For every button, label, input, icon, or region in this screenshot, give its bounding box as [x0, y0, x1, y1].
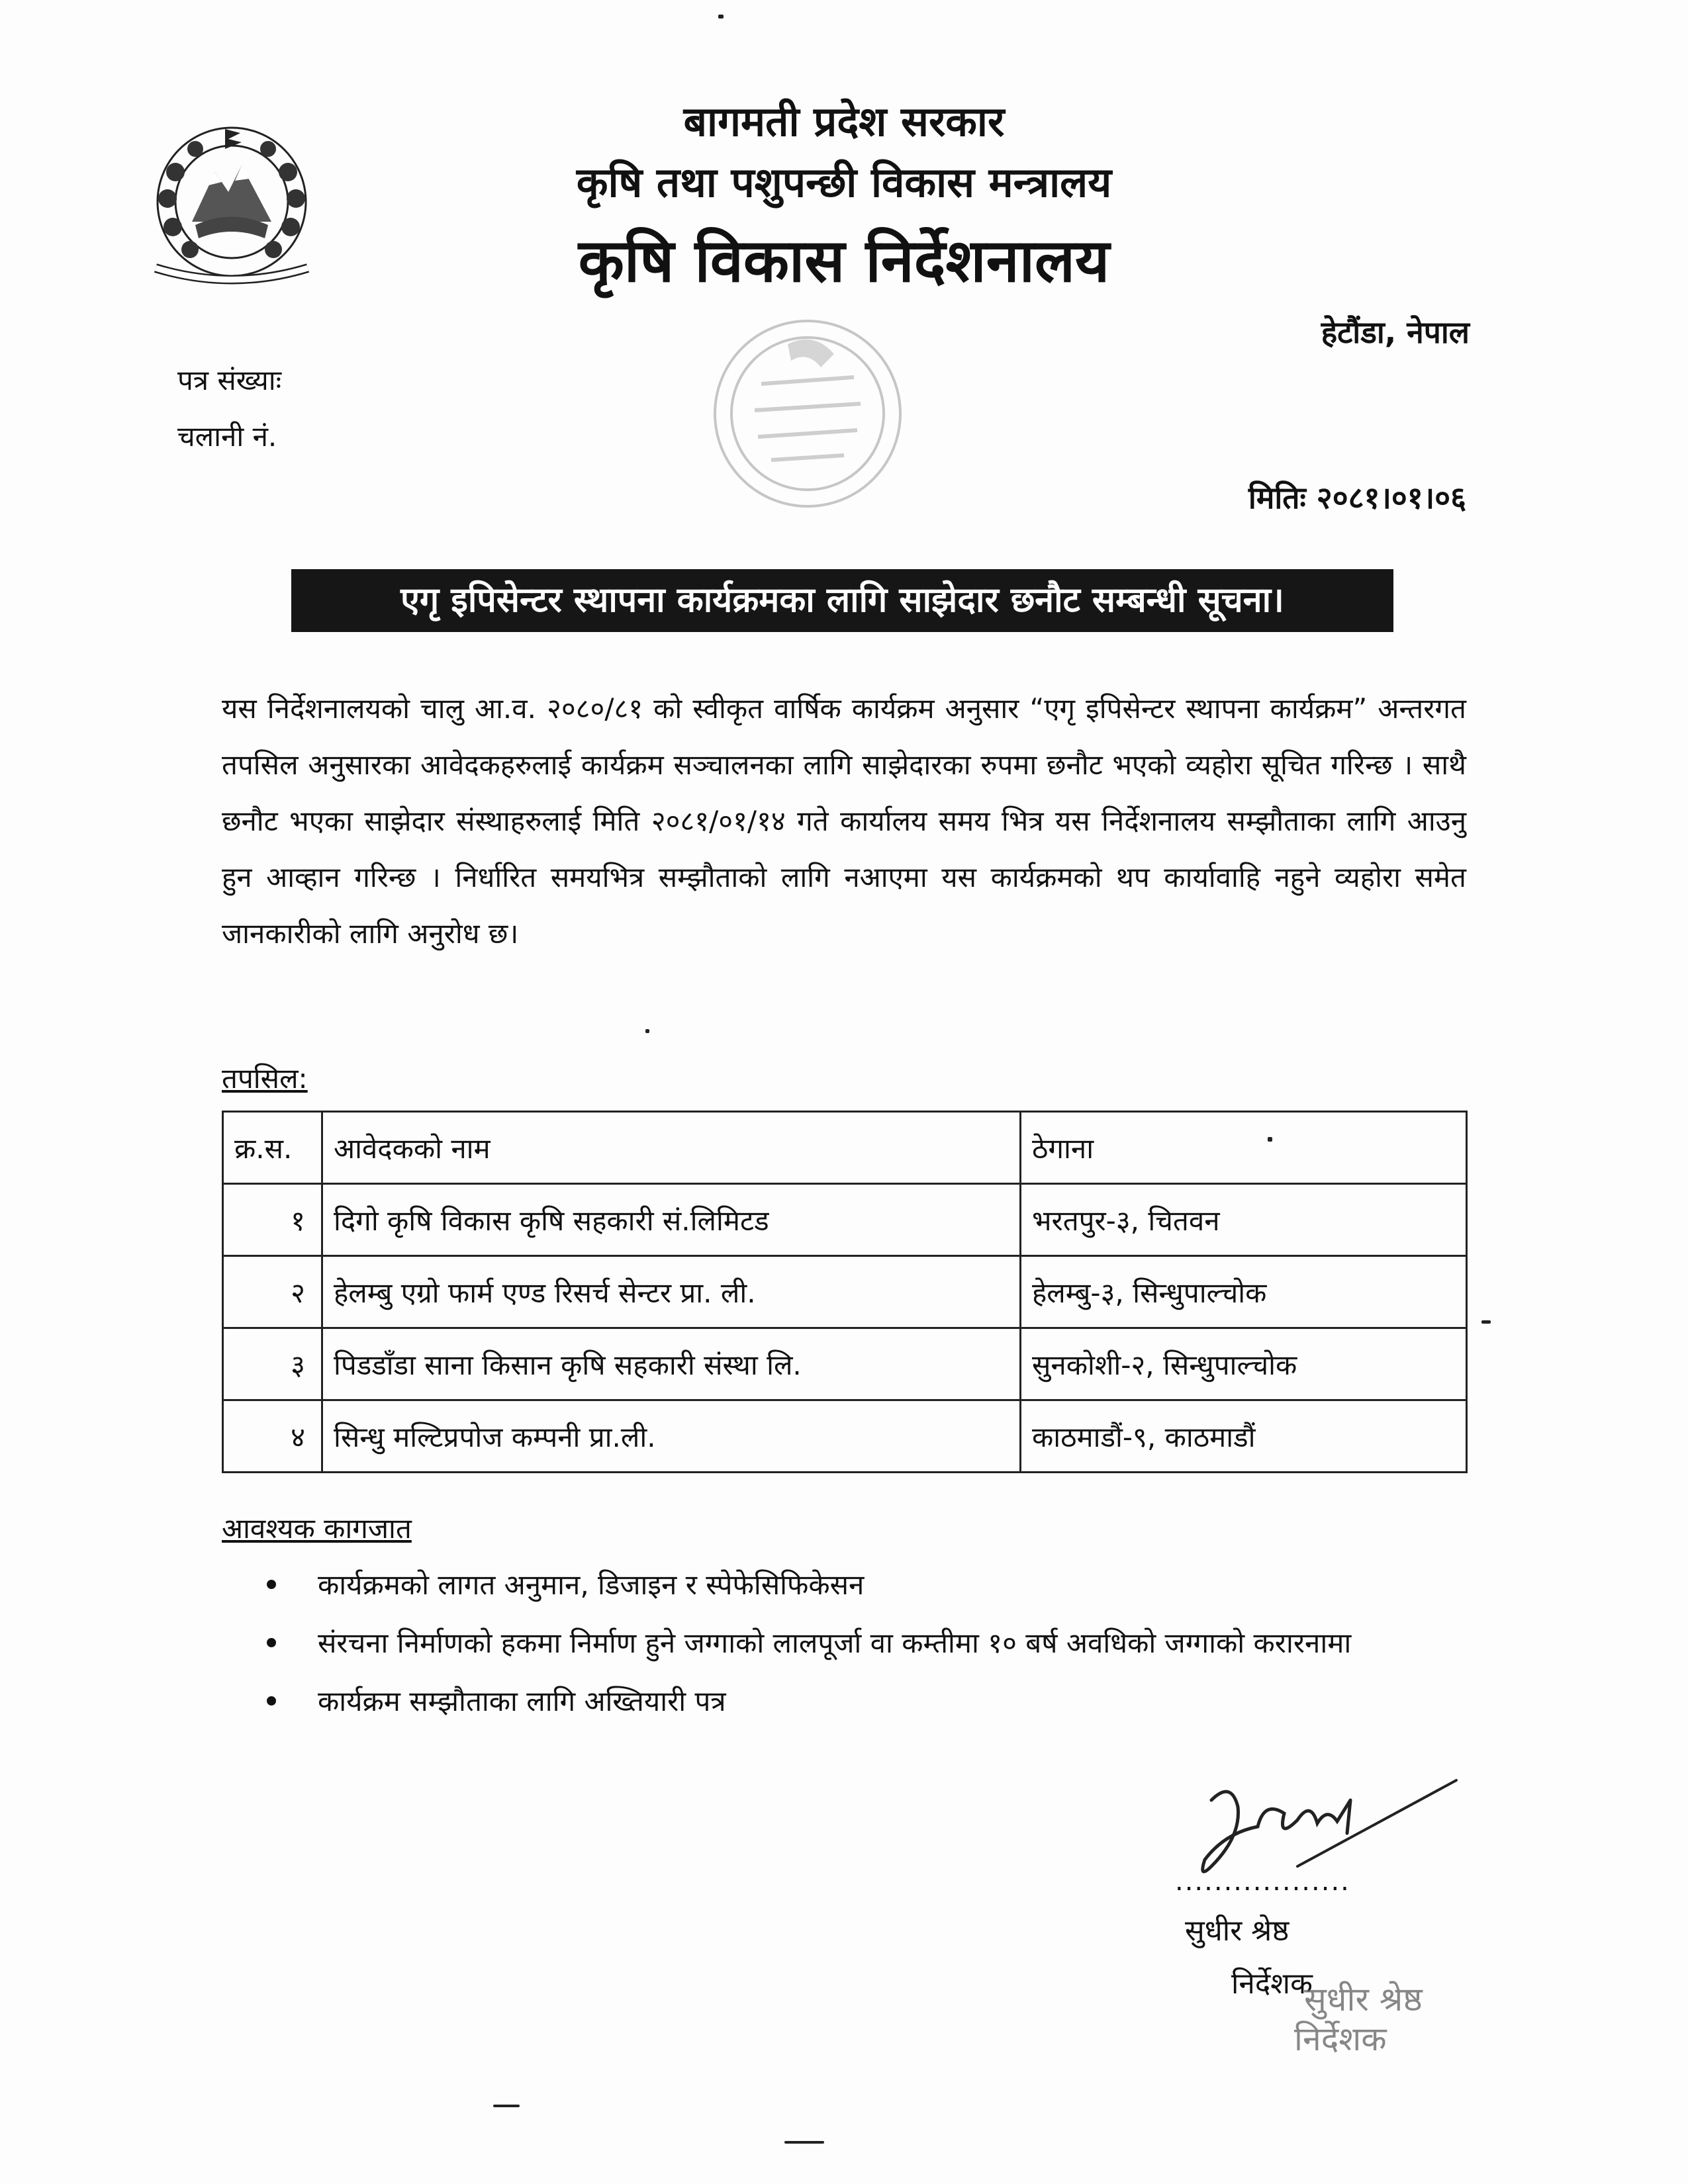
- column-header-address: ठेगाना: [1021, 1112, 1467, 1184]
- notice-body: यस निर्देशनालयको चालु आ.व. २०८०/८१ को स्वीकृत वार्षिक कार्यक्रम अनुसार “एगृ इपिसेन्टर स्थापना कार्यक्रम” अन्तरगत तपसिल अनुसारका आवेदकहरुलाई कार्यक्रम सञ्चालनका लागि साझेदारका रुपमा छनौट भएको व्यहोरा सूचित गरिन्छ । साथै छनौट भएका साझेदार संस्थाहरुलाई मिति २०८१/०१/१४ गते कार्यालय समय भित्र यस निर्देशनालय सम्झौताका लागि आउनु हुन आव्हान गरिन्छ । निर्धारित समयभित्र सम्झौताको लागि नआएमा यस कार्यक्रमको थप कार्यावाहि नहुने व्यहोरा समेत जानकारीको लागि अनुरोध छ।: [222, 692, 1466, 950]
- row-applicant-name: पिडडाँडा साना किसान कृषि सहकारी संस्था लि.: [322, 1328, 1021, 1400]
- required-documents-label: आवश्यक कागजात: [222, 1512, 412, 1545]
- row-serial: १: [223, 1184, 322, 1256]
- subject-banner: एगृ इपिसेन्टर स्थापना कार्यक्रमका लागि साझेदार छनौट सम्बन्धी सूचना।: [291, 569, 1393, 632]
- row-address: काठमाडौं-९, काठमाडौं: [1021, 1400, 1467, 1473]
- table-row: [223, 1184, 1467, 1256]
- ministry-heading: कृषि तथा पशुपन्छी विकास मन्त्रालय: [576, 158, 1112, 206]
- scan-speck: [493, 2105, 520, 2107]
- row-applicant-name: हेलम्बु एग्रो फार्म एण्ड रिसर्च सेन्टर प्रा. ली.: [322, 1256, 1021, 1328]
- row-address: सुनकोशी-२, सिन्धुपाल्चोक: [1021, 1328, 1467, 1400]
- column-header-applicant: आवेदकको नाम: [322, 1112, 1021, 1184]
- list-item: [255, 1675, 1466, 1728]
- required-documents-list: [255, 1559, 1466, 1733]
- row-applicant-name: सिन्धु मल्टिप्रपोज कम्पनी प्रा.ली.: [322, 1400, 1021, 1473]
- table-row: [223, 1256, 1467, 1328]
- row-serial: ३: [223, 1328, 322, 1400]
- title-stamp: निर्देशक: [1294, 2020, 1387, 2058]
- list-item: [255, 1559, 1466, 1612]
- bullet-icon: [267, 1696, 276, 1706]
- signatory-title: निर्देशक: [1231, 1967, 1313, 2001]
- office-location: हेटौंडा, नेपाल: [1321, 314, 1470, 350]
- row-applicant-name: दिगो कृषि विकास कृषि सहकारी सं.लिमिटड: [322, 1184, 1021, 1256]
- scan-speck: [784, 2141, 824, 2144]
- row-address: भरतपुर-३, चितवन: [1021, 1184, 1467, 1256]
- row-serial: ४: [223, 1400, 322, 1473]
- scan-speck: [1268, 1137, 1272, 1142]
- row-address: हेलम्बु-३, सिन्धुपाल्चोक: [1021, 1256, 1467, 1328]
- directorate-heading: कृषि विकास निर्देशनालय: [578, 226, 1110, 296]
- schedule-label: तपसिल:: [222, 1062, 308, 1095]
- bullet-icon: [267, 1638, 276, 1647]
- list-item: [255, 1617, 1466, 1670]
- selected-partners-table: [222, 1111, 1468, 1473]
- table-row: [223, 1328, 1467, 1400]
- row-serial: २: [223, 1256, 322, 1328]
- signature-line: ..................: [1175, 1866, 1350, 1897]
- table-header-row: [223, 1112, 1467, 1184]
- document-item-text: कार्यक्रम सम्झौताका लागि अख्तियारी पत्र: [318, 1685, 726, 1717]
- column-header-serial: क्र.स.: [223, 1112, 322, 1184]
- name-stamp: सुधीर श्रेष्ठ: [1304, 1980, 1423, 2019]
- notice-date: मितिः २०८१।०१।०६: [1248, 480, 1466, 516]
- letter-number-label: पत्र संख्याः: [177, 364, 282, 396]
- table-row: [223, 1400, 1467, 1473]
- scan-speck: [1481, 1320, 1491, 1324]
- bullet-icon: [267, 1580, 276, 1589]
- document-item-text: संरचना निर्माणको हकमा निर्माण हुने जग्गाको लालपूर्जा वा कम्तीमा १० बर्ष अवधिको जग्गाको करारनामा: [318, 1627, 1352, 1659]
- dispatch-number-label: चलानी नं.: [177, 420, 277, 453]
- scan-speck: [718, 15, 724, 19]
- scan-speck: [645, 1029, 649, 1033]
- province-government-heading: बागमती प्रदेश सरकार: [683, 97, 1005, 146]
- signatory-name: सुधीर श्रेष्ठ: [1185, 1914, 1289, 1948]
- office-seal-icon: [688, 304, 927, 523]
- document-item-text: कार्यक्रमको लागत अनुमान, डिजाइन र स्पेफेसिफिकेसन: [318, 1569, 865, 1601]
